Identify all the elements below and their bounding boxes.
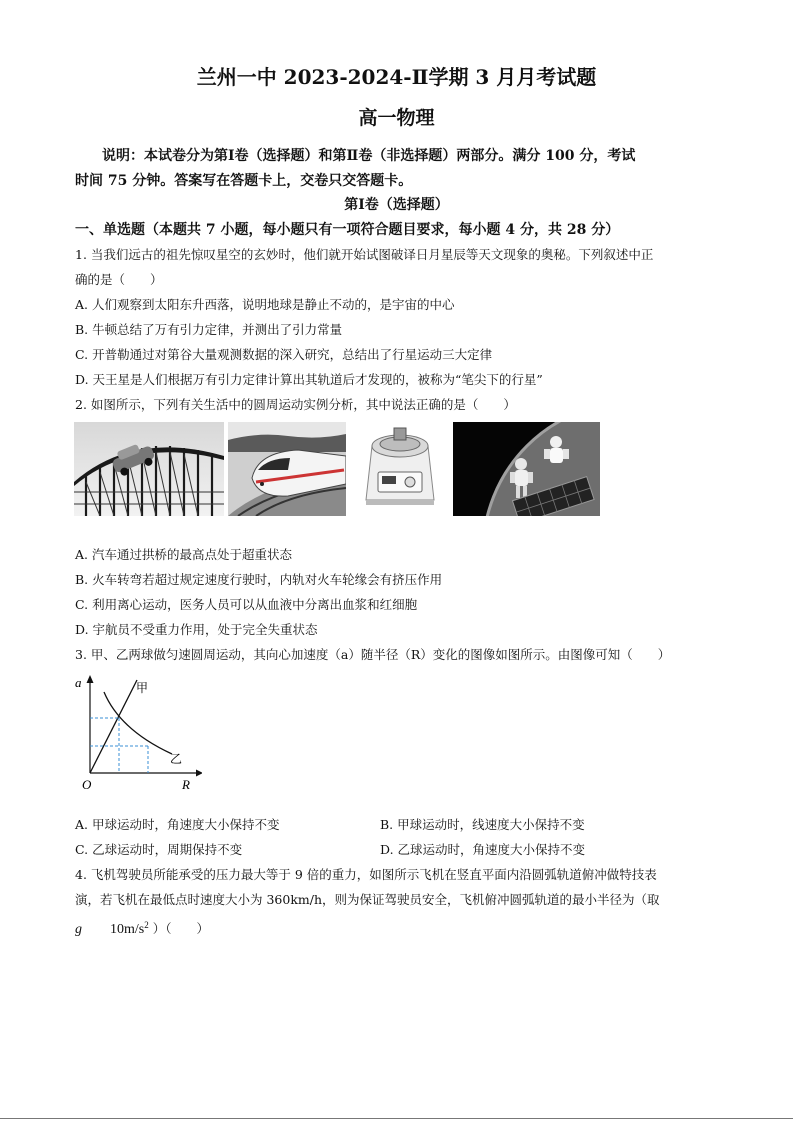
exam-subject: 高一物理: [358, 107, 435, 129]
q4-stem-line-1: 4. 飞机驾驶员所能承受的压力最大等于 9 倍的重力，如图所示飞机在竖直平面内沿圆弧轨道俯冲做特技表: [75, 867, 657, 882]
y-axis-label: a: [75, 675, 82, 690]
photo-centrifuge: [360, 422, 440, 516]
origin-label: O: [82, 777, 92, 792]
q3-option-c: C. 乙球运动时，周期保持不变: [75, 842, 243, 857]
q4-tail: ）（ ）: [152, 921, 209, 937]
page-bottom-rule: [0, 1118, 793, 1119]
q3-stem: 3. 甲、乙两球做匀速圆周运动，其向心加速度（a）随半径（R）变化的图像如图所示。由图像可知（ ）: [75, 647, 671, 662]
q3-option-a: A. 甲球运动时，角速度大小保持不变: [75, 817, 280, 832]
photo-car-arch-bridge: [74, 422, 224, 516]
curve-yi-label: 乙: [170, 752, 183, 766]
q3-option-b: B. 甲球运动时，线速度大小保持不变: [380, 817, 585, 832]
q2-option-d: D. 宇航员不受重力作用，处于完全失重状态: [75, 622, 318, 637]
curve-yi: [104, 692, 172, 754]
x-axis-arrow: [196, 770, 202, 777]
q2-option-a: A. 汽车通过拱桥的最高点处于超重状态: [75, 547, 292, 562]
photo-astronaut-station: [453, 422, 600, 516]
photo-train-turning: [228, 422, 346, 516]
exam-title: 兰州一中 2023-2024-Ⅱ学期 3 月月考试题: [196, 65, 597, 89]
gravity-exponent: 2: [144, 920, 149, 930]
q4-stem-line-2: 演，若飞机在最低点时速度大小为 360km/h，则为保证驾驶员安全，飞机俯冲圆弧轨道的最小半径为（取: [75, 892, 660, 907]
gravity-symbol: g: [75, 922, 82, 938]
q4-stem-line-3: [75, 917, 209, 938]
q2-stem: 2. 如图所示，下列有关生活中的圆周运动实例分析，其中说法正确的是（ ）: [75, 397, 516, 412]
instructions-line-2: 时间 75 分钟。答案写在答题卡上，交卷只交答题卡。: [75, 173, 413, 189]
instructions-line-1: 说明：本试卷分为第Ⅰ卷（选择题）和第Ⅱ卷（非选择题）两部分。满分 100 分，考试: [102, 148, 636, 164]
x-axis-label: R: [182, 777, 190, 792]
q2-option-c: C. 利用离心运动，医务人员可以从血液中分离出血浆和红细胞: [75, 597, 418, 612]
q1-option-b: B. 牛顿总结了万有引力定律，并测出了引力常量: [75, 322, 343, 337]
q1-option-d: D. 天王星是人们根据万有引力定律计算出其轨道后才发现的，被称为“笔尖下的行星”: [75, 372, 543, 387]
q1-option-c: C. 开普勒通过对第谷大量观测数据的深入研究，总结出了行星运动三大定律: [75, 347, 493, 362]
curve-jia-label: 甲: [136, 681, 149, 695]
q1-stem-line-1: 1. 当我们远古的祖先惊叹星空的玄妙时，他们就开始试图破译日月星辰等天文现象的奥秘。下列叙述中正: [75, 247, 654, 262]
q1-stem-line-2: 确的是（ ）: [75, 272, 163, 287]
q3-option-d: D. 乙球运动时，角速度大小保持不变: [380, 842, 586, 857]
section-title: 第Ⅰ卷（选择题）: [344, 197, 449, 213]
y-axis-arrow: [87, 675, 94, 683]
q3-graph: [72, 672, 202, 798]
part-heading: 一、单选题（本题共 7 小题，每小题只有一项符合题目要求，每小题 4 分，共 28 分）: [75, 222, 620, 238]
q2-option-b: B. 火车转弯若超过规定速度行驶时，内轨对火车轮缘会有挤压作用: [75, 572, 443, 587]
gravity-value: 10m/s: [109, 922, 145, 938]
q1-option-a: A. 人们观察到太阳东升西落，说明地球是静止不动的，是宇宙的中心: [75, 297, 455, 312]
